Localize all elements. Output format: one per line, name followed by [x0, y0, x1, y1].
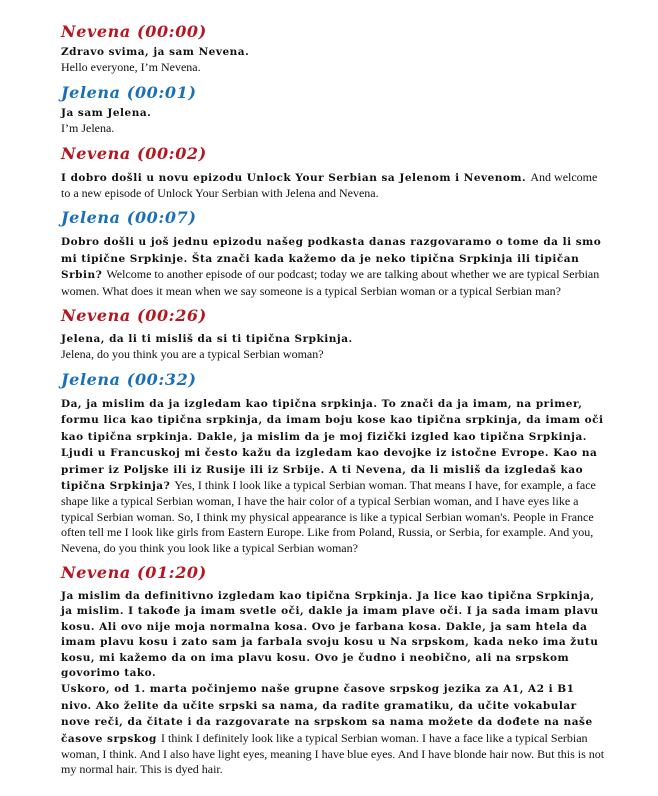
english-text: And welcome to a new episode of Unlock Your Serbian with Jelena and Nevena.: [61, 169, 598, 201]
speaker-heading: Jelena (00:07): [61, 208, 197, 228]
speaker-heading: Nevena (00:00): [61, 22, 207, 41]
transcript: [61, 22, 606, 784]
english-text: Yes, I think I look like a typical Serbian woman. That means I have, for example, a face shape like a typical Serbian woman, I have the hair color of a typical Serbian woman, and I have eyes like a typical Serbian woman. So, I think my physical appearance is like a typical Serbian woman's. People in France often tell me I look like girls from Eastern Europe. Like from Poland, Russia, or Serbia, for example. And you, Nevena, do you think you look like a typical Serbian woman?: [61, 477, 596, 555]
transcript-paragraph: [61, 170, 606, 202]
speaker-heading: Nevena (00:02): [61, 143, 207, 163]
serbian-text: Zdravo svima, ja sam Nevena.: [61, 46, 250, 58]
speaker-heading: Nevena (01:20): [61, 562, 207, 582]
transcript-paragraph: [61, 106, 606, 137]
serbian-text: Ja mislim da definitivno izgledam kao tipična Srpkinja. Ja lice kao tipična Srpkinja, ja mislim. I takođe ja imam svetle oči, dakle ja imam plave oči. I ja sada imam plavu kosu. Ali ovo nije moja normalna kosa. Ovo je farbana kosa. Dakle, ja sam htela da imam plavu kosu i zato sam ja farbala svoju kosu u Na srpskom, kada neko ima žutu kosu, mi kažemo da on ima plavu kosu. Ovo je čudno i neobično, ali na srpskom govorimo tako.: [61, 589, 599, 679]
english-text: I’m Jelena.: [61, 121, 115, 136]
transcript-paragraph: [61, 332, 606, 363]
serbian-text-announcement: Uskoro, od 1. marta počinjemo naše grupne časove srpskog jezika za A1, A2 i B1 nivo. Ako želite da učite srpski sa nama, da radite gramatiku, da učite vokabular nove reči, da čitate i da razgovarate na srpskom sa nama možete da dođete na naše časove srpskog: [61, 683, 593, 745]
serbian-text: I dobro došli u novu epizodu Unlock Your Serbian sa Jelenom i Nevenom.: [61, 171, 531, 184]
speaker-heading: Nevena (00:26): [61, 306, 207, 326]
english-text: Hello everyone, I’m Nevena.: [61, 60, 201, 75]
transcript-paragraph: [61, 589, 606, 778]
transcript-paragraph: [61, 396, 606, 556]
transcript-paragraph: [61, 234, 606, 299]
english-text: Welcome to another episode of our podcast; today we are talking about whether we are typical Serbian women. What does it mean when we say someone is a typical Serbian woman or a typical Serbian man?: [61, 267, 600, 298]
speaker-heading: Jelena (00:01): [61, 82, 197, 102]
serbian-text: Ja sam Jelena.: [61, 106, 152, 119]
serbian-text: Da, ja mislim da ja izgledam kao tipična srpkinja. To znači da ja imam, na primer, formu lica kao tipična srpkinja, da imam boju kose kao tipična srpkinja, da imam oči kao tipična srpkinja. Dakle, ja mislim da je moj fizički izgled kao tipična Srpkinja. Ljudi u Francuskoj mi često kažu da izgledam kao devojke iz istočne Evrope. Kao na primer iz Poljske ili iz Rusije ili iz Srbije. A ti Nevena, da li misliš da izgledaš kao tipična Srpkinja?: [61, 397, 604, 492]
english-text: Jelena, do you think you are a typical Serbian woman?: [61, 347, 324, 362]
speaker-heading: Jelena (00:32): [61, 369, 197, 389]
serbian-text: Dobro došli u još jednu epizodu našeg podkasta danas razgovaramo o tome da li smo mi tipične Srpkinje. Šta znači kada kažemo da je neko tipična Srpkinja ili tipičan Srbin?: [61, 236, 602, 282]
transcript-paragraph: [61, 45, 606, 76]
english-text: I think I definitely look like a typical Serbian woman. I have a face like a typical Serbian woman, I think. And I also have light eyes, meaning I have blue eyes. And I have blonde hair now. But this is not my normal hair. This is dyed hair.: [61, 730, 605, 777]
serbian-text: Jelena, da li ti misliš da si ti tipična Srpkinja.: [61, 333, 353, 346]
